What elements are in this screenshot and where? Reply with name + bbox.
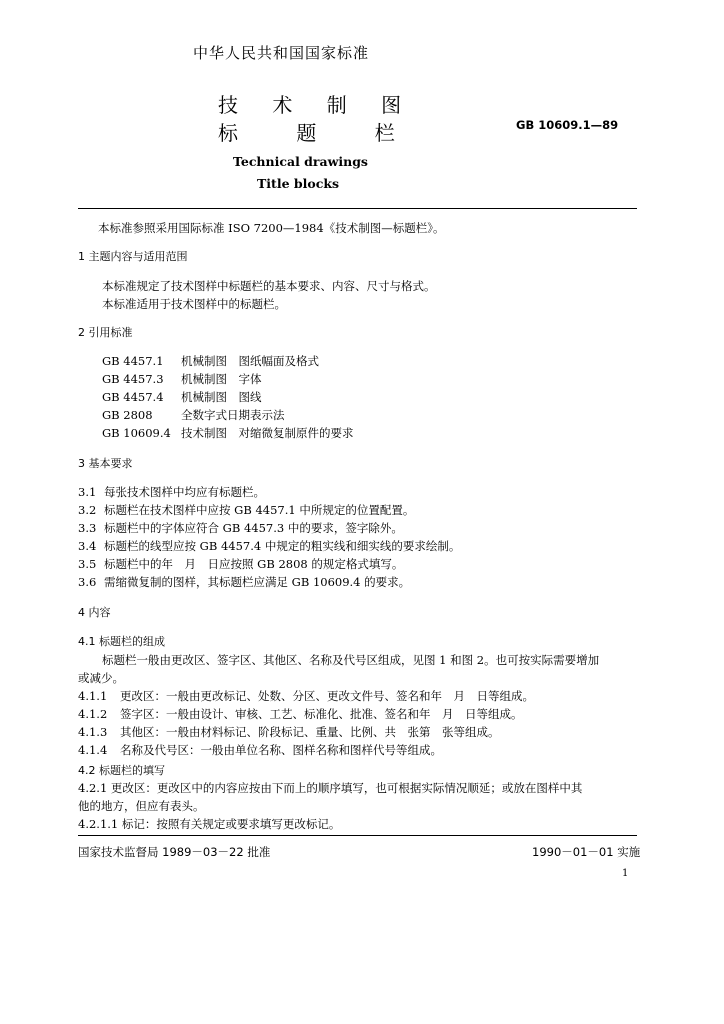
title-cn-line2: 标 题 栏 — [218, 121, 395, 145]
ref-title: 机械制图 图线 — [181, 390, 262, 404]
ref-item — [102, 406, 285, 424]
ref-item — [102, 352, 319, 370]
subsection41-para-line2: 或减少。 — [78, 671, 124, 685]
section1-para1: 本标准规定了技术图样中标题栏的基本要求、内容、尺寸与格式。 — [102, 279, 436, 293]
ref-code: GB 2808 — [102, 408, 153, 422]
title-cn-line1: 技 术 制 图 — [218, 93, 402, 117]
list-item: 3.6 需缩微复制的图样，其标题栏应满足 GB 10609.4 的要求。 — [78, 575, 411, 589]
list-item: 4.1.1 更改区：一般由更改标记、处数、分区、更改文件号、签名和年 月 日等组成。 — [78, 689, 534, 703]
page-number: 1 — [622, 868, 629, 879]
implementation-date: 1990－01－01 实施 — [532, 845, 641, 859]
ref-title: 全数字式日期表示法 — [181, 408, 285, 422]
ref-code: GB 4457.4 — [102, 390, 164, 404]
intro-paragraph: 本标准参照采用国际标准 ISO 7200—1984《技术制图—标题栏》。 — [98, 221, 445, 235]
subsection41-heading: 4.1 标题栏的组成 — [78, 635, 165, 648]
list-item: 3.5 标题栏中的年 月 日应按照 GB 2808 的规定格式填写。 — [78, 557, 404, 571]
title-en-line2: Title blocks — [257, 176, 340, 191]
list-item: 3.4 标题栏的线型应按 GB 4457.4 中规定的粗实线和细实线的要求绘制。 — [78, 539, 461, 553]
list-item: 4.1.3 其他区：一般由材料标记、阶段标记、重量、比例、共 张第 张等组成。 — [78, 725, 500, 739]
ref-code: GB 4457.3 — [102, 372, 164, 386]
list-item: 3.3 标题栏中的字体应符合 GB 4457.3 中的要求，签字除外。 — [78, 521, 403, 535]
ref-item — [102, 424, 354, 442]
top-divider — [78, 208, 637, 209]
approval-date: 国家技术监督局 1989－03－22 批准 — [78, 845, 271, 859]
subsection42-heading: 4.2 标题栏的填写 — [78, 764, 165, 777]
section1-heading: 1 主题内容与适用范围 — [78, 250, 188, 263]
list-item: 4.1.2 签字区：一般由设计、审核、工艺、标准化、批准、签名和年 月 日等组成。 — [78, 707, 523, 721]
national-standard-heading: 中华人民共和国国家标准 — [193, 44, 370, 62]
list-item: 3.1 每张技术图样中均应有标题栏。 — [78, 485, 265, 499]
ref-item — [102, 370, 262, 388]
section2-heading: 2 引用标准 — [78, 326, 133, 339]
item421-line2: 他的地方，但应有表头。 — [78, 799, 205, 813]
subsection41-para-line1: 标题栏一般由更改区、签字区、其他区、名称及代号区组成，见图 1 和图 2。也可按实际需要增加 — [102, 653, 600, 667]
list-item: 3.2 标题栏在技术图样中应按 GB 4457.1 中所规定的位置配置。 — [78, 503, 415, 517]
ref-title: 机械制图 图纸幅面及格式 — [181, 354, 319, 368]
section4-heading: 4 内容 — [78, 606, 111, 619]
bottom-divider — [78, 835, 637, 836]
standard-number: GB 10609.1—89 — [516, 118, 619, 132]
ref-title: 机械制图 字体 — [181, 372, 262, 386]
item421-line1: 4.2.1 更改区：更改区中的内容应按由下而上的顺序填写，也可根据实际情况顺延；或放在图样中其 — [78, 781, 583, 795]
ref-code: GB 10609.4 — [102, 426, 171, 440]
item4211: 4.2.1.1 标记：按照有关规定或要求填写更改标记。 — [78, 817, 341, 831]
title-en-line1: Technical drawings — [233, 154, 368, 169]
section3-heading: 3 基本要求 — [78, 457, 133, 470]
section1-para2: 本标准适用于技术图样中的标题栏。 — [102, 297, 286, 311]
ref-item — [102, 388, 262, 406]
list-item: 4.1.4 名称及代号区：一般由单位名称、图样名称和图样代号等组成。 — [78, 743, 442, 757]
ref-title: 技术制图 对缩微复制原件的要求 — [181, 426, 354, 440]
ref-code: GB 4457.1 — [102, 354, 164, 368]
